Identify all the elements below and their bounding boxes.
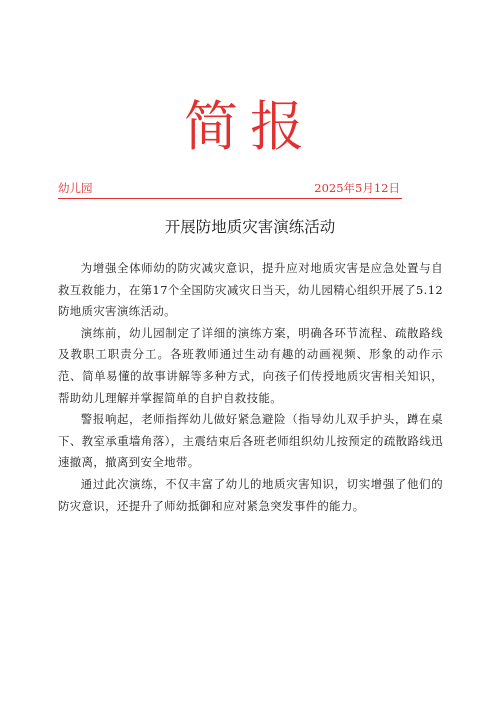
- paragraph: 通过此次演练，不仅丰富了幼儿的地质灾害知识，切实增强了他们的防灾意识，还提升了师幼抵御和应对紧急突发事件的能力。: [58, 476, 443, 513]
- issue-date: 2025年5月12日: [314, 181, 400, 195]
- paragraph: 演练前，幼儿园制定了详细的演练方案，明确各环节流程、疏散路线及教职工职责分工。各班教师通过生动有趣的动画视频、形象的动作示范、简单易懂的故事讲解等多种方式，向孩子们传授地质灾害相关知识，帮助幼儿理解并掌握简单的自护自救技能。: [58, 325, 443, 405]
- meta-row: [58, 180, 402, 199]
- article-title: 开展防地质灾害演练活动: [164, 218, 336, 236]
- paragraph: 警报响起，老师指挥幼儿做好紧急避险（指导幼儿双手护头，蹲在桌下、教室承重墙角落），主震结束后各班老师组织幼儿按预定的疏散路线迅速撤离，撤离到安全地带。: [58, 412, 443, 470]
- article-body: [58, 258, 443, 517]
- paragraph: 为增强全体师幼的防灾减灾意识，提升应对地质灾害是应急处置与自救互救能力，在第17个全国防灾减灾日当天，幼儿园精心组织开展了5.12防地质灾害演练活动。: [58, 261, 443, 319]
- organization-name: 幼儿园: [58, 181, 93, 195]
- masthead-title: 简报: [184, 95, 316, 158]
